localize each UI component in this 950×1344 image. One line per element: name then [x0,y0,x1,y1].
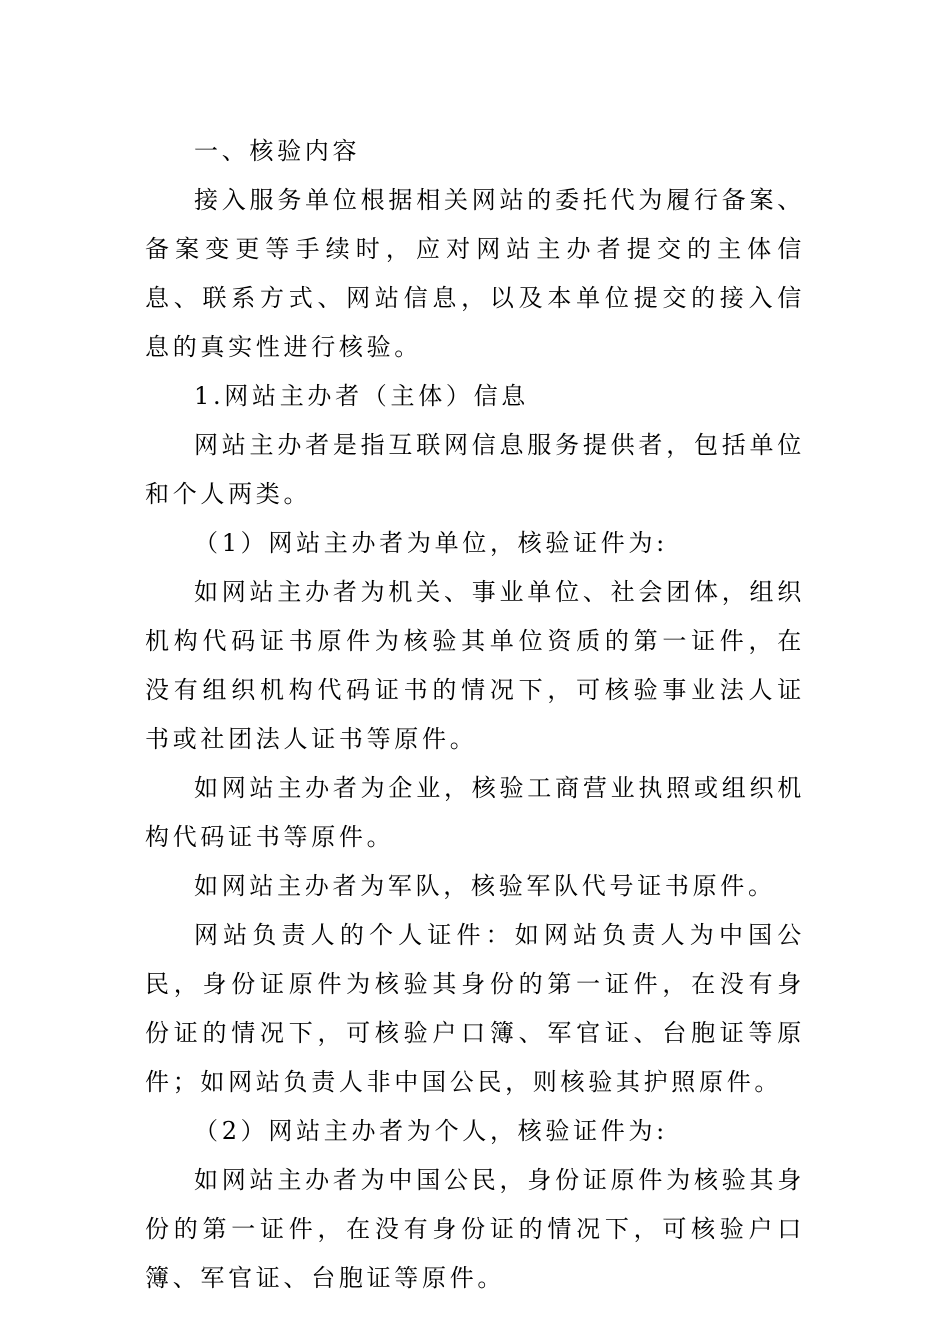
section-heading: 一、核验内容 [194,137,361,165]
body-paragraph: 如网站主办者为企业，核验工商营业执照或组织机构代码证书等原件。 [145,774,805,851]
document-body [145,127,805,1303]
subsection-heading: 1.网站主办者（主体）信息 [194,382,529,410]
body-paragraph: 网站负责人的个人证件：如网站负责人为中国公民，身份证原件为核验其身份的第一证件，在没有身份证的情况下，可核验户口簿、军官证、台胞证等原件；如网站负责人非中国公民，则核验其护照原件。 [145,921,805,1096]
body-paragraph: 接入服务单位根据相关网站的委托代为履行备案、备案变更等手续时，应对网站主办者提交的主体信息、联系方式、网站信息，以及本单位提交的接入信息的真实性进行核验。 [145,186,805,361]
body-paragraph: 如网站主办者为中国公民，身份证原件为核验其身份的第一证件，在没有身份证的情况下，可核验户口簿、军官证、台胞证等原件。 [145,1166,805,1292]
list-heading: （2）网站主办者为个人，核验证件为: [194,1117,668,1145]
body-paragraph: 网站主办者是指互联网信息服务提供者，包括单位和个人两类。 [145,431,805,508]
list-heading: （1）网站主办者为单位，核验证件为: [194,529,668,557]
body-paragraph: 如网站主办者为机关、事业单位、社会团体，组织机构代码证书原件为核验其单位资质的第一证件，在没有组织机构代码证书的情况下，可核验事业法人证书或社团法人证书等原件。 [145,578,805,753]
body-paragraph: 如网站主办者为军队，核验军队代号证书原件。 [194,872,776,900]
